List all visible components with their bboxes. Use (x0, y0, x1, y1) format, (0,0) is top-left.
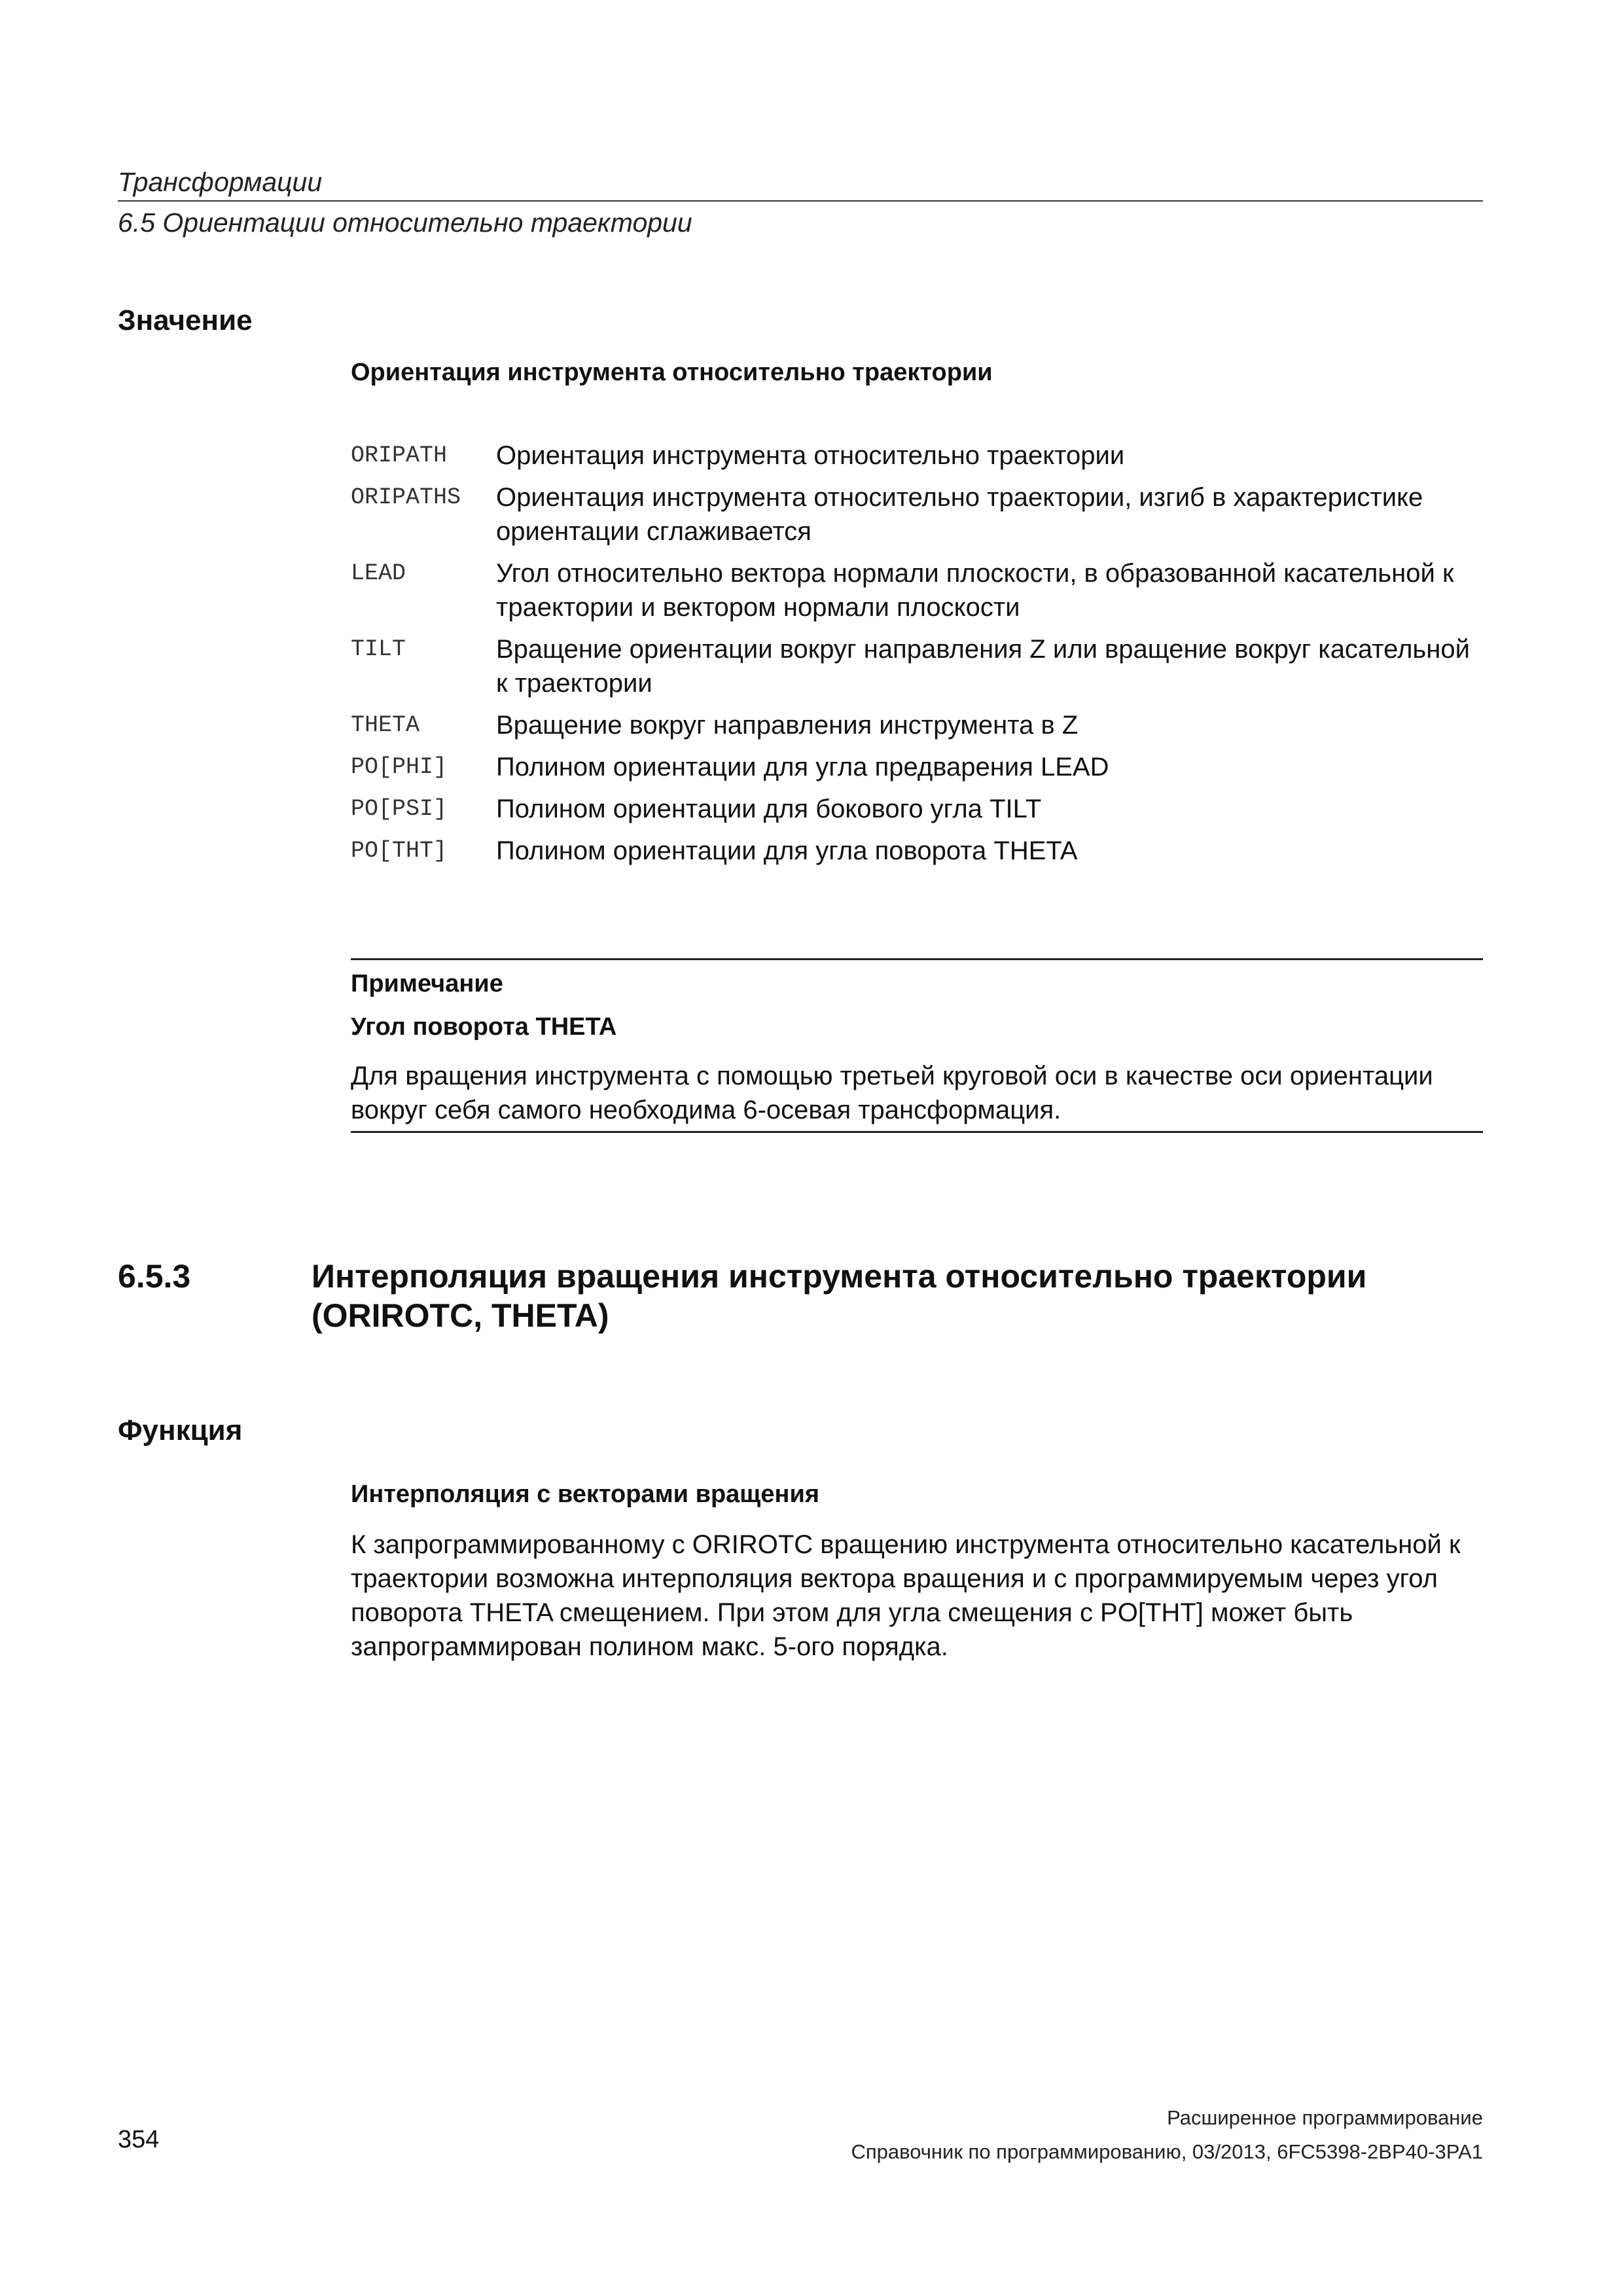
function-heading: Функция (118, 1414, 243, 1446)
definition-desc: Вращение вокруг направления инструмента в Z (496, 711, 1079, 740)
definition-row (351, 792, 1483, 826)
section-number: 6.5.3 (118, 1258, 191, 1295)
footer-book-title: Расширенное программирование (1167, 2106, 1483, 2129)
definition-term: PO[THT] (351, 838, 448, 864)
meaning-heading: Значение (118, 304, 253, 336)
note-label: Примечание (351, 970, 503, 997)
header-rule (118, 200, 1483, 202)
running-header-chapter: Трансформации (118, 167, 323, 197)
definition-term: LEAD (351, 560, 406, 586)
note-bottom-rule (351, 1131, 1483, 1133)
definition-row (351, 708, 1483, 742)
definition-term: ORIPATHS (351, 484, 461, 511)
definition-desc: Ориентация инструмента относительно траектории (496, 441, 1125, 470)
definition-desc: Полином ориентации для угла предварения LEAD (496, 753, 1109, 781)
section-title: Интерполяция вращения инструмента относительно траектории (ORIROTC, THETA) (312, 1258, 1367, 1334)
note-title: Угол поворота THETA (351, 1013, 617, 1041)
note-top-rule (351, 958, 1483, 960)
page-number: 354 (118, 2126, 160, 2153)
note-text: Для вращения инструмента с помощью третьей круговой оси в качестве оси ориентации вокруг себя самого необходима 6-осевая трансформация. (351, 1062, 1433, 1124)
definition-desc: Полином ориентации для бокового угла TILT (496, 795, 1042, 823)
definition-row (351, 480, 1483, 548)
definition-term: PO[PHI] (351, 754, 448, 780)
definition-term: THETA (351, 712, 420, 738)
definition-row (351, 834, 1483, 868)
definition-list (351, 439, 1483, 876)
definition-desc: Полином ориентации для угла поворота THETA (496, 836, 1078, 865)
footer-book-info: Справочник по программированию, 03/2013, 6FC5398-2BP40-3PA1 (851, 2140, 1483, 2163)
definition-row (351, 632, 1483, 700)
definition-row (351, 750, 1483, 784)
definition-desc: Ориентация инструмента относительно траектории, изгиб в характеристике ориентации сглаживается (496, 483, 1423, 546)
definition-desc: Вращение ориентации вокруг направления Z или вращение вокруг касательной к траектории (496, 635, 1470, 698)
meaning-subheading: Ориентация инструмента относительно траектории (351, 359, 993, 386)
function-subheading: Интерполяция с векторами вращения (351, 1480, 819, 1508)
definition-term: ORIPATH (351, 442, 448, 469)
definition-desc: Угол относительно вектора нормали плоскости, в образованной касательной к траектории и вектором нормали плоскости (496, 559, 1454, 622)
definition-row (351, 556, 1483, 624)
function-text: К запрограммированному с ORIROTC вращению инструмента относительно касательной к траектории возможна интерполяция вектора вращения и с программируемым через угол поворота THETA смещением. При этом для угла смещения с PO[THT] может быть запрограммирован полином макс. 5-ого порядка. (351, 1530, 1461, 1661)
definition-term: PO[PSI] (351, 796, 448, 822)
running-header-section: 6.5 Ориентации относительно траектории (118, 207, 692, 238)
definition-row (351, 439, 1483, 473)
definition-term: TILT (351, 636, 406, 662)
